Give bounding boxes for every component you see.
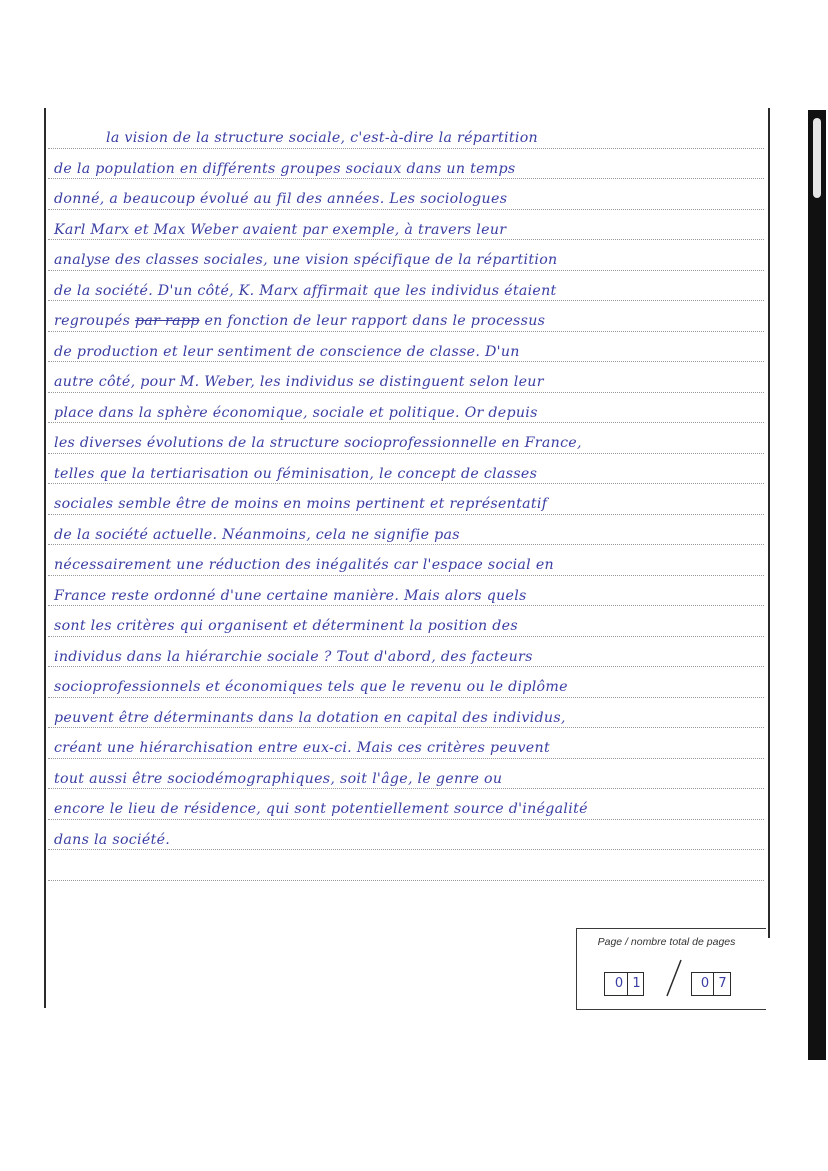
- text-line-22: tout aussi être sociodémographiques, soit l'âge, le genre ou: [48, 759, 764, 790]
- text-line-19: socioprofessionnels et économiques tels que le revenu ou le diplôme: [48, 667, 764, 698]
- text-line-11: les diverses évolutions de la structure socioprofessionnelle en France,: [48, 423, 764, 454]
- text-line-4: Karl Marx et Max Weber avaient par exemple, à travers leur: [48, 210, 764, 241]
- text-line-12: telles que la tertiarisation ou féminisation, le concept de classes: [48, 454, 764, 485]
- text-line-15: nécessairement une réduction des inégalités car l'espace social en: [48, 545, 764, 576]
- struck-out-word: par rapp: [135, 313, 200, 329]
- text-line-5: analyse des classes sociales, une vision spécifique de la répartition: [48, 240, 764, 271]
- text-line-17: sont les critères qui organisent et déterminent la position des: [48, 606, 764, 637]
- text-line-20: peuvent être déterminants dans la dotation en capital des individus,: [48, 698, 764, 729]
- text-line-24: dans la société.: [48, 820, 764, 851]
- text-line-1: la vision de la structure sociale, c'est-à-dire la répartition: [48, 118, 764, 149]
- text-line-6: de la société. D'un côté, K. Marx affirmait que les individus étaient: [48, 271, 764, 302]
- handwritten-text: [48, 118, 764, 881]
- text-line-13: sociales semble être de moins en moins pertinent et représentatif: [48, 484, 764, 515]
- text-line-16: France reste ordonné d'une certaine manière. Mais alors quels: [48, 576, 764, 607]
- current-page-digit-2: 1: [632, 976, 641, 991]
- text-line-10: place dans la sphère économique, sociale et politique. Or depuis: [48, 393, 764, 424]
- text-line-3: donné, a beaucoup évolué au fil des années. Les sociologues: [48, 179, 764, 210]
- current-page-digit-1: 0: [611, 973, 628, 995]
- page-separator-slash: [665, 958, 683, 998]
- page-box-label: Page / nombre total de pages: [597, 936, 736, 948]
- scrollbar-thumb[interactable]: [813, 118, 821, 198]
- empty-line: [48, 850, 764, 881]
- line-7-rest: en fonction de leur rapport dans le processus: [204, 313, 546, 329]
- text-line-21: créant une hiérarchisation entre eux-ci. Mais ces critères peuvent: [48, 728, 764, 759]
- text-line-18: individus dans la hiérarchie sociale ? Tout d'abord, des facteurs: [48, 637, 764, 668]
- total-pages-digit-2: 7: [718, 976, 727, 991]
- text-line-7: [48, 301, 764, 332]
- text-line-14: de la société actuelle. Néanmoins, cela ne signifie pas: [48, 515, 764, 546]
- text-line-23: encore le lieu de résidence, qui sont potentiellement source d'inégalité: [48, 789, 764, 820]
- line-7-prefix: regroupés: [54, 313, 131, 329]
- total-pages-digit-1: 0: [697, 973, 714, 995]
- scrollbar[interactable]: [808, 110, 826, 1060]
- text-line-8: de production et leur sentiment de conscience de classe. D'un: [48, 332, 764, 363]
- text-line-2: de la population en différents groupes sociaux dans un temps: [48, 149, 764, 180]
- text-line-9: autre côté, pour M. Weber, les individus se distinguent selon leur: [48, 362, 764, 393]
